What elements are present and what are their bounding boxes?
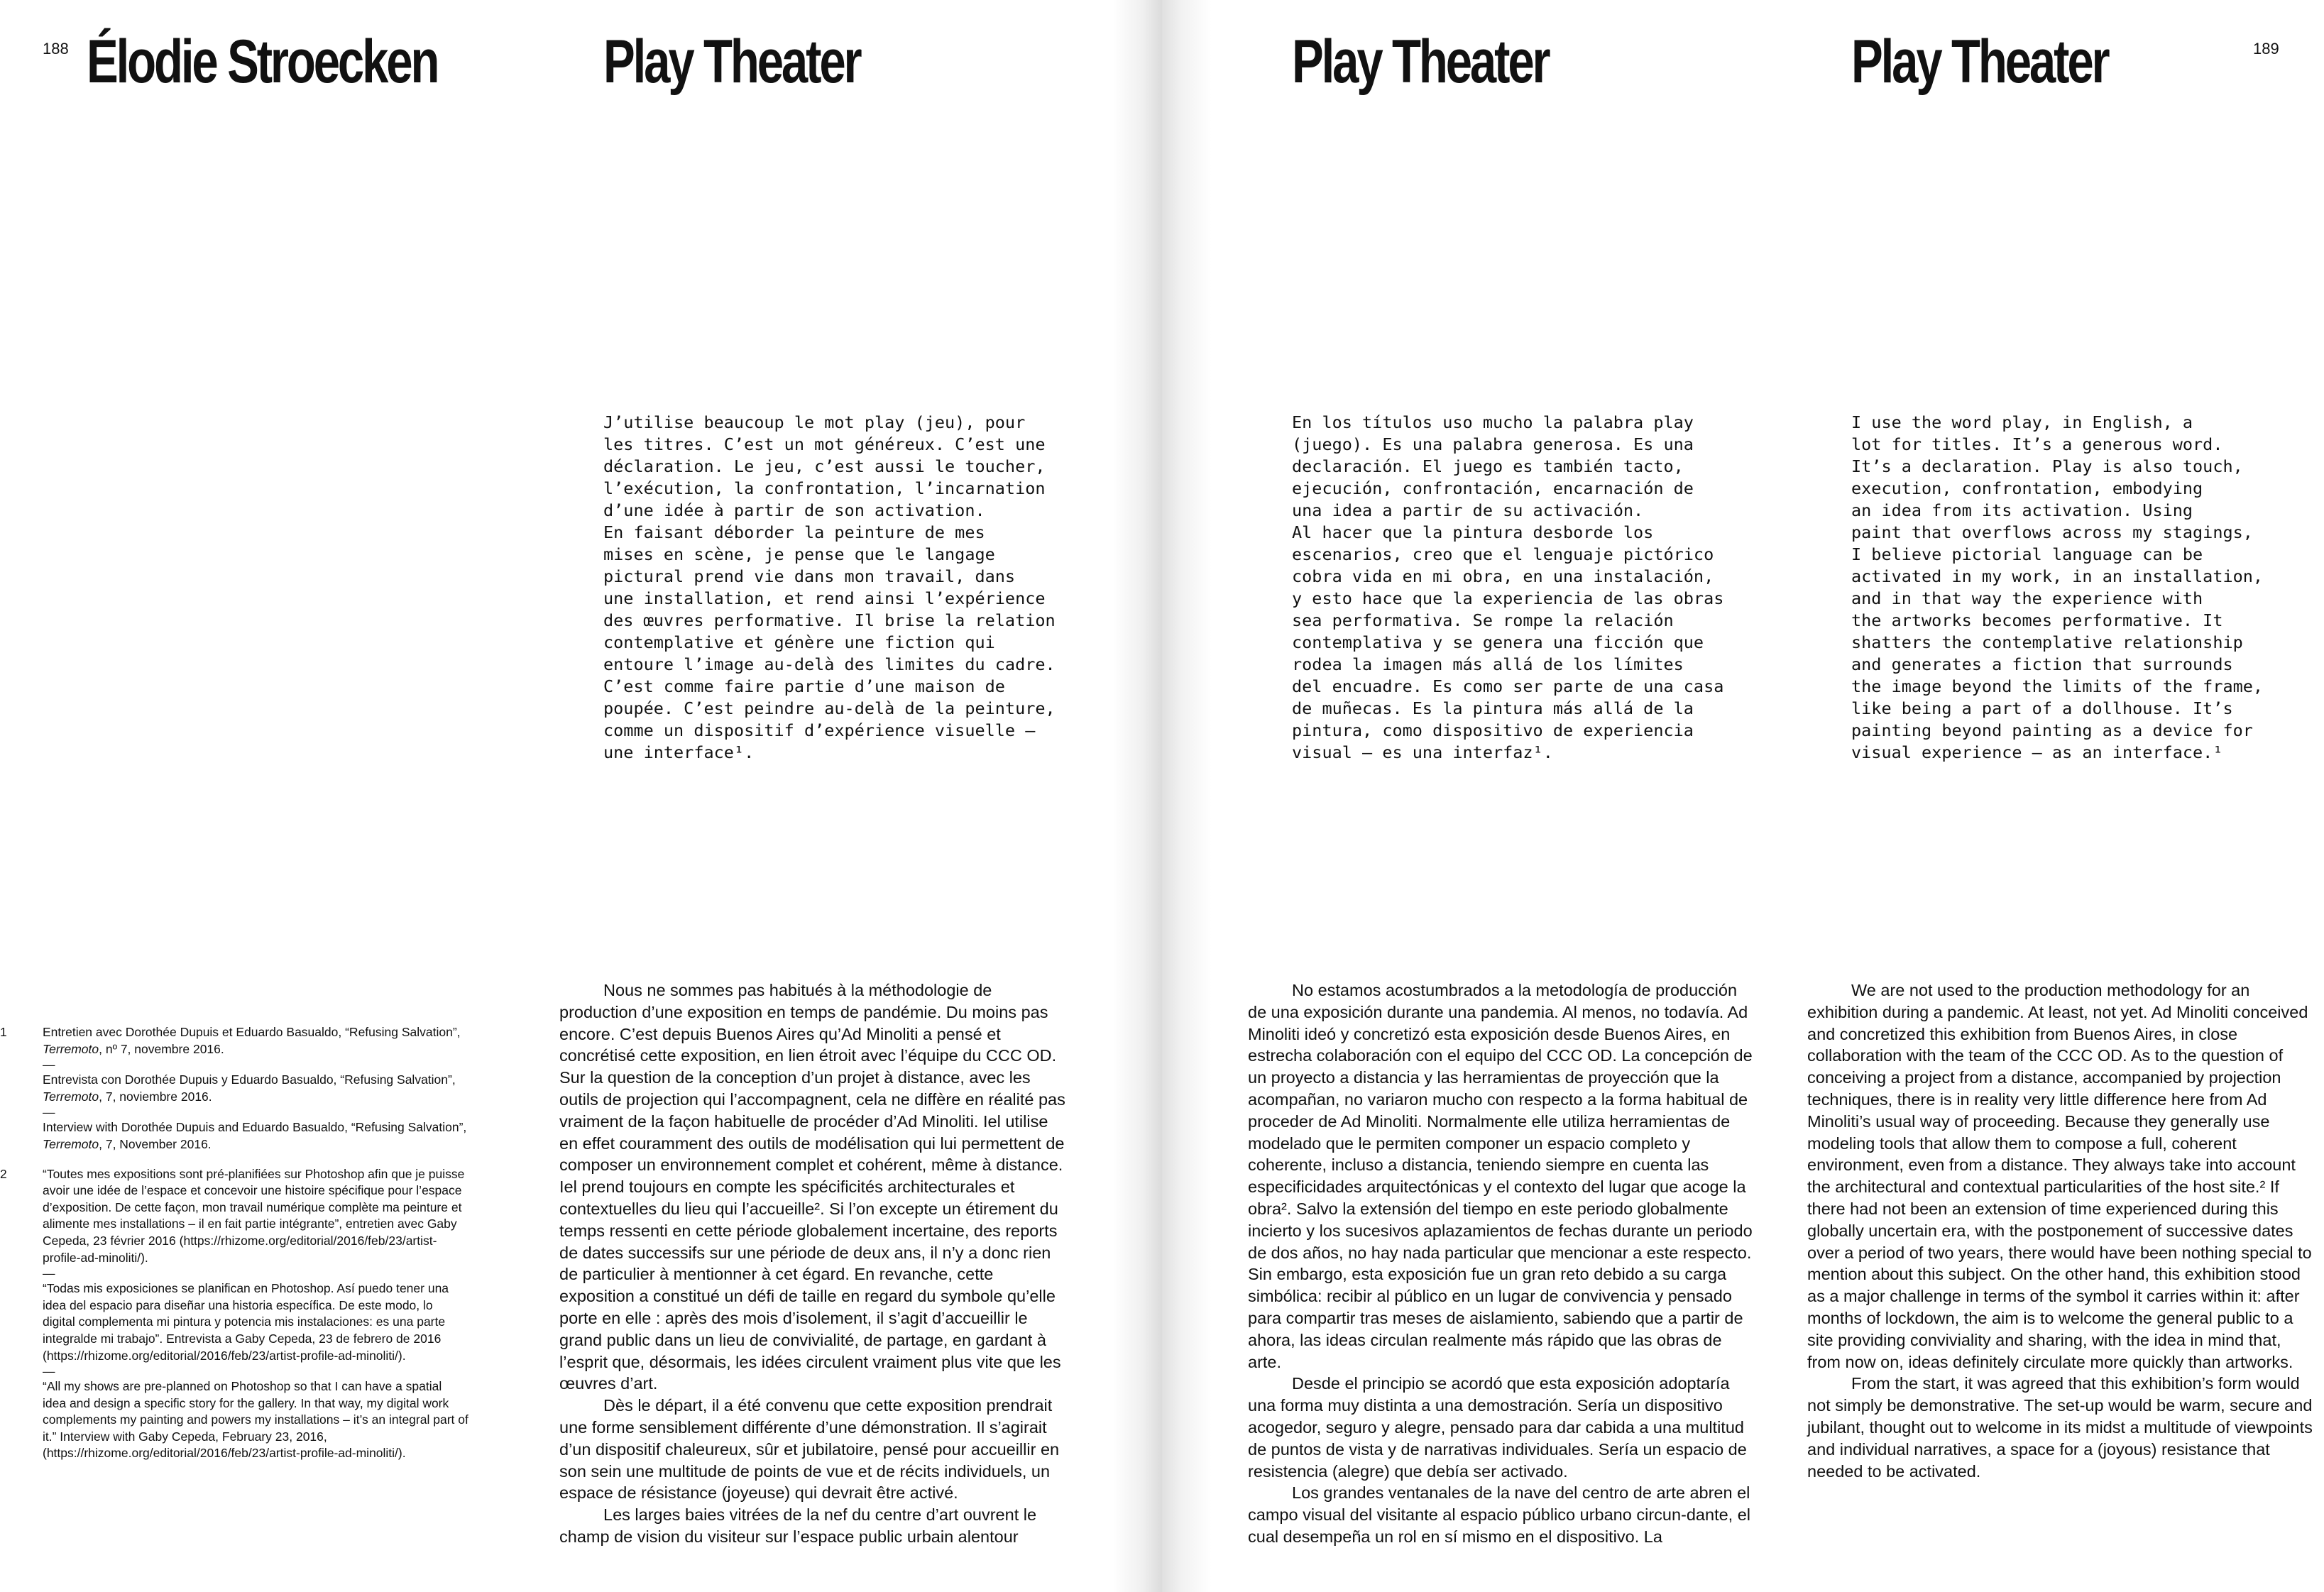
- paragraph: Los grandes ventanales de la nave del centro de arte abren el campo visual del visitante al espacio público urbano circun-dante, el cual desempeña un rol en sí mismo en el dispositivo. La: [1248, 1483, 1751, 1546]
- quote-french: J’utilise beaucoup le mot play (jeu), pour les titres. C’est un mot généreux. C’est une déclaration. Le jeu, c’est aussi le toucher, l’exécution, la confrontation, l’incarnation d’une idée à partir de son activation. En faisant déborder la peinture de mes mises en scène, je pense que le langage pictural prend vie dans mon travail, dans une installation, et rend ainsi l’expérience des œuvres performative. Il brise la relation contemplative et génère une fiction qui entoure l’image au-delà des limites du cadre. C’est comme faire partie d’une maison de poupée. C’est peindre au-delà de la peinture, comme un dispositif d’expérience visuelle – une interface¹.: [603, 412, 1056, 762]
- page-number-right: 189: [2253, 40, 2279, 57]
- footnote-2-en: “All my shows are pre-planned on Photoshop so that I can have a spatial idea and design a specific story for the gallery. In that way, my digital work complements my painting and powers my installations – it’s an integral part of it.” Interview with Gaby Cepeda, February 23, 2016, (https://rhizome.org/editorial/2016/feb/23/artist-profile-ad-minoliti/).: [43, 1379, 468, 1461]
- footnote-2-es: “Todas mis exposiciones se planifican en Photoshop. Así puedo tener una idea del espacio para diseñar una historia específica. De este modo, lo digital complementa mi pintura y potencia mis instalaciones: es una parte integralde mi trabajo”. Entrevista a Gaby Cepeda, 23 de febrero de 2016 (https://rhizome.org/editorial/2016/feb/23/artist-profile-ad-minoliti/).: [43, 1281, 449, 1363]
- quote-english: I use the word play, in English, a lot for titles. It’s a generous word. It’s a declaration. Play is also touch, execution, confrontation, embodying an idea from its activation. Using paint that overflows across my stagings, I believe pictorial language can be activated in my work, in an installation, and in that way the experience with the artworks becomes performative. It shatters the contemplative relationship and generates a fiction that surrounds the image beyond the limits of the frame, like being a part of a dollhouse. It’s painting beyond painting as a device for visual experience – as an interface.¹: [1851, 412, 2264, 762]
- note-separator: —: [43, 1364, 55, 1379]
- paragraph: No estamos acostumbrados a la metodología de producción de una exposición durante una pandemia. Al menos, no todavía. Ad Minoliti ideó y concretizó esta exposición desde Buenos Aires, en estrecha colaboración con el equipo del CCC OD. La concepción de un proyecto a distancia y las herramientas de proyección que la acompañan, no variaron mucho con respecto a la forma habitual de proceder de Ad Minoliti. Normalmente elle utiliza herramientas de modelado que le permiten componer un espacio completo y coherente, incluso a distancia, teniendo siempre en cuenta las especificidades arquitectónicas y el contexto del lugar que acoge la obra². Salvo la extensión del tiempo en este periodo globalmente incierto y los sucesivos aplazamientos de fechas durante un periodo de dos años, no hay nada particular que mencionar a este respecto. Sin embargo, esta exposición fue un gran reto debido a su carga simbólica: recibir al público en un lugar de convivencia y pensado para compartir tras meses de aislamiento, sabiendo que a partir de ahora, las ideas circulan realmente más rápido que las obras de arte.: [1248, 981, 1753, 1371]
- paragraph: Desde el principio se acordó que esta exposición adoptaría una forma muy distinta a una demostración. Sería un dispositivo acogedor, seguro y alegre, pensado para dar cabida a una multitud de puntos de vista y de narrativas individuales. Sería un espacio de resistencia (alegre) que debía ser activado.: [1248, 1374, 1747, 1481]
- footnote-1-es: Entrevista con Dorothée Dupuis y Eduardo Basualdo, “Refusing Salvation”, Terremoto, 7, noviembre 2016.: [43, 1072, 456, 1104]
- page-number-left: 188: [43, 40, 69, 57]
- footnotes: [0, 1024, 468, 1471]
- paragraph: We are not used to the production methodology for an exhibition during a pandemic. At least, not yet. Ad Minoliti conceived and concretized this exhibition from Buenos Aires, in close collaboration with the team of the CCC OD. As to the question of conceiving a project from a distance, accompanied by projection techniques, there is in reality very little difference here from Ad Minoliti’s usual way of proceeding. Because they generally use modeling tools that allow them to compose a full, coherent environment, even from a distance. They always take into account the architectural and contextual particularities of the host site.² If there had not been an extension of time experienced during this globally uncertain era, with the postponement of successive dates over a period of two years, there would have been nothing special to mention about this subject. On the other hand, this exhibition stood as a major challenge in terms of the symbol it carries within it: after months of lockdown, the aim is to welcome the general public to a site providing conviviality and sharing, with the idea in mind that, from now on, ideas definitely circulate more quickly than artworks.: [1807, 981, 2312, 1371]
- paragraph: Dès le départ, il a été convenu que cette exposition prendrait une forme sensiblement différente d’une démonstration. Il s’agirait d’un dispositif chaleureux, sûr et jubilatoire, pensé pour accueillir en son sein une multitude de points de vue et de récits individuels, un espace de résistance (joyeuse) qui devrait être activé.: [559, 1396, 1060, 1503]
- author-heading: Élodie Stroecken: [87, 28, 438, 96]
- title-heading-en: Play Theater: [1851, 28, 2108, 96]
- gutter-shadow: [1112, 0, 1162, 1592]
- title-heading-fr: Play Theater: [603, 28, 860, 96]
- body-text-spanish: [1248, 979, 1759, 1548]
- body-text-english: [1807, 979, 2318, 1482]
- footnote-number: 2: [0, 1166, 7, 1181]
- title-heading-es: Play Theater: [1292, 28, 1549, 96]
- footnote-2: [0, 1166, 468, 1463]
- footnote-2-fr: “Toutes mes expositions sont pré-planifiées sur Photoshop afin que je puisse avoir une idée de l’espace et concevoir une histoire spécifique pour l’espace d’exposition. De cette façon, mon travail numérique complète ma peinture et alimente mes installations – il en fait partie intégrante”, entretien avec Gaby Cepeda, 23 février 2016 (https://rhizome.org/editorial/2016/feb/23/artist-profile-ad-minoliti/).: [43, 1166, 465, 1265]
- note-separator: —: [43, 1266, 55, 1281]
- footnote-1-en: Interview with Dorothée Dupuis and Eduardo Basualdo, “Refusing Salvation”, Terremoto, 7, November 2016.: [43, 1120, 467, 1151]
- note-separator: —: [43, 1058, 55, 1072]
- footnote-number: 1: [0, 1025, 7, 1039]
- quote-spanish: En los títulos uso mucho la palabra play (juego). Es una palabra generosa. Es una declaración. El juego es también tacto, ejecución, confrontación, encarnación de una idea a partir de su activación. Al hacer que la pintura desborde los escenarios, creo que el lenguaje pictórico cobra vida en mi obra, en una instalación, y esto hace que la experiencia de las obras sea performativa. Se rompe la relación contemplativa y se genera una ficción que rodea la imagen más allá de los límites del encuadre. Es como ser parte de una casa de muñecas. Es la pintura más allá de la pintura, como dispositivo de experiencia visual – es una interfaz¹.: [1292, 412, 1724, 762]
- body-text-french: [559, 979, 1070, 1548]
- footnote-1: [0, 1024, 468, 1153]
- note-separator: —: [43, 1105, 55, 1120]
- paragraph: From the start, it was agreed that this exhibition’s form would not simply be demonstrative. The set-up would be warm, secure and jubilant, thought out to welcome in its midst a multitude of viewpoints and individual narratives, a space for a (joyous) resistance that needed to be activated.: [1807, 1374, 2313, 1481]
- footnote-1-fr: Entretien avec Dorothée Dupuis et Eduardo Basualdo, “Refusing Salvation”, Terremoto, nº 7, novembre 2016.: [43, 1025, 461, 1056]
- gutter-shadow: [1162, 0, 1212, 1592]
- paragraph: Les larges baies vitrées de la nef du centre d’art ouvrent le champ de vision du visiteur sur l’espace public urbain alentour: [559, 1505, 1037, 1546]
- right-page: [1162, 0, 2324, 1592]
- paragraph: Nous ne sommes pas habitués à la méthodologie de production d’une exposition en temps de pandémie. Du moins pas encore. C’est depuis Buenos Aires qu’Ad Minoliti a pensé et concrétisé cette exposition, en lien étroit avec l’équipe du CCC OD. Sur la question de la conception d’un projet à distance, avec les outils de projection qui l’accompagnent, cela ne diffère en réalité pas vraiment de la façon habituelle de procéder d’Ad Minoliti. Iel utilise en effet couramment des outils de modélisation qui lui permettent de composer un environnement complet et cohérent, même à distance. Iel prend toujours en compte les spécificités architecturales et contextuelles du lieu qui l’accueille². Si l’on excepte un étirement du temps ressenti en cette période globalement incertaine, des reports de dates successifs sur une période de deux ans, il n’y a donc rien de particulier à mentionner à cet égard. En revanche, cette exposition a constitué un défi de taille en regard du symbole qu’elle porte en elle : après des mois d’isolement, il s’agit d’accueillir le grand public dans un lieu de convivialité, de partage, en gardant à l’esprit que, désormais, les idées circulent vraiment plus vite que les œuvres d’art.: [559, 981, 1065, 1393]
